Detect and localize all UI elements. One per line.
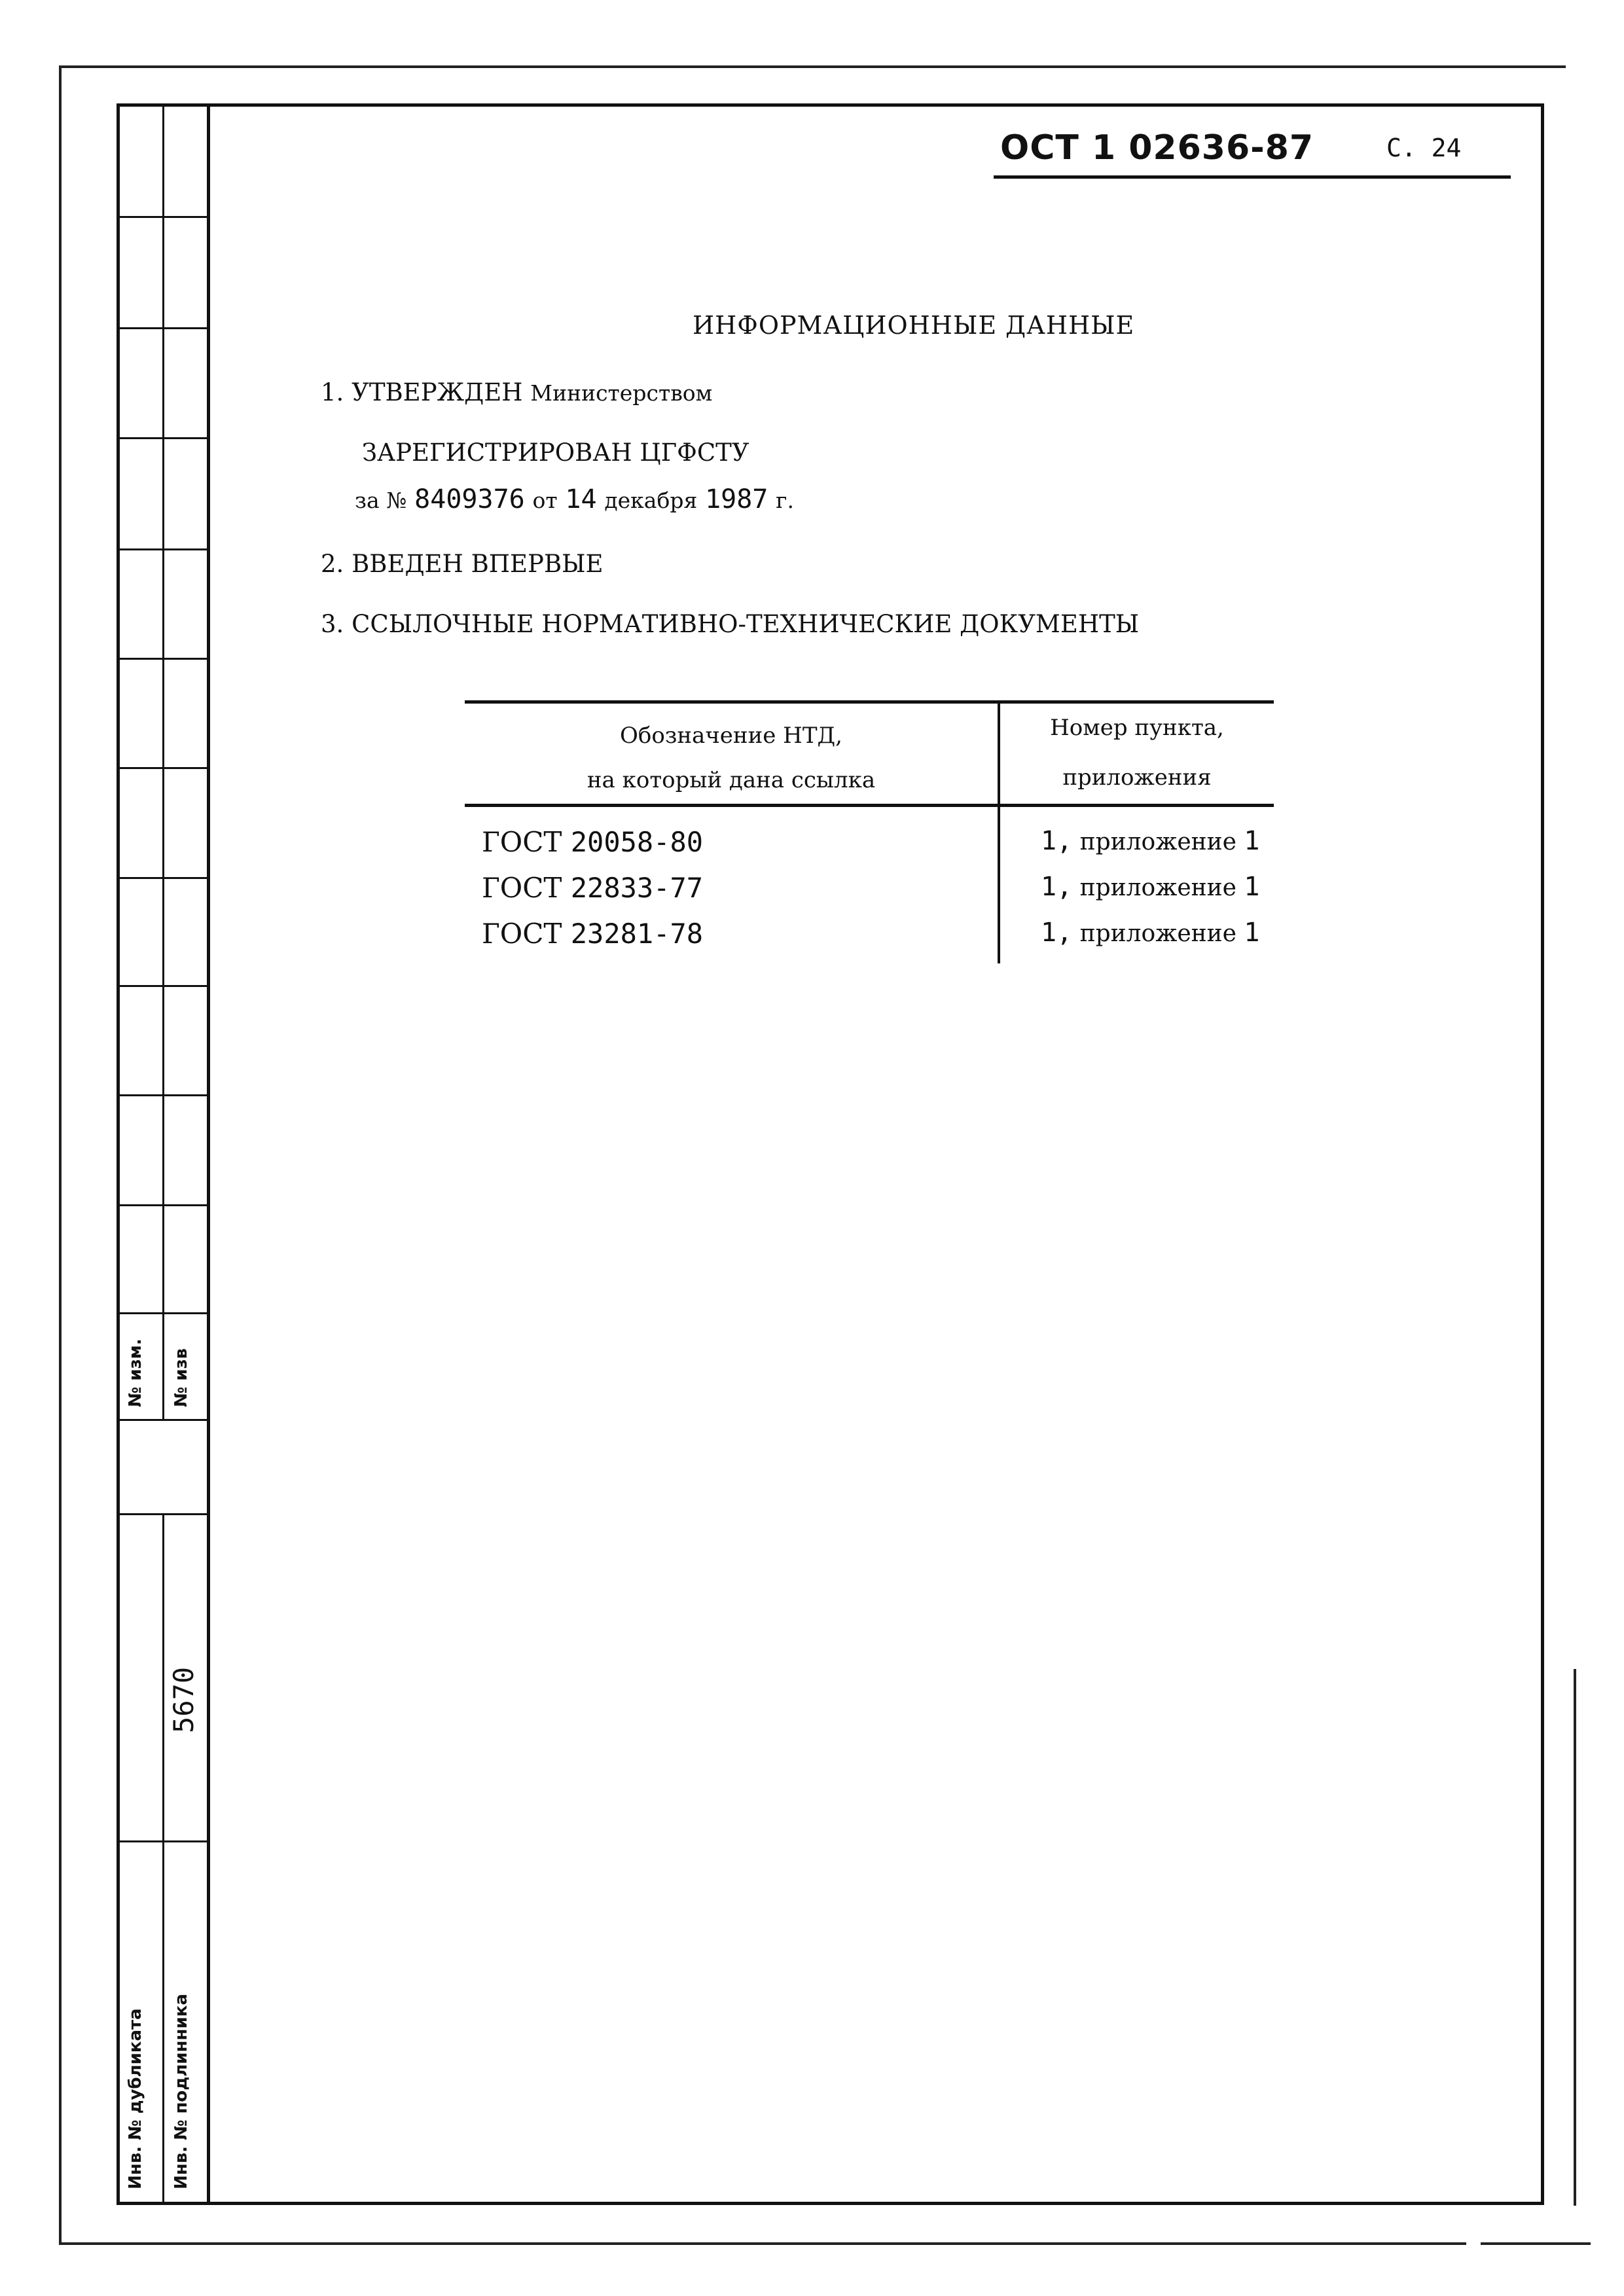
table-row-reference [1041, 918, 1259, 948]
table-row-reference [1041, 872, 1259, 902]
table-top-rule [465, 700, 1274, 704]
table-header-designation-line2: на который дана ссылка [586, 767, 876, 793]
approved-by: Министерством [530, 380, 713, 406]
clause-number: 1, [1041, 918, 1073, 948]
margin-row-line [118, 216, 208, 218]
code-prefix: ГОСТ [482, 826, 562, 858]
scan-edge-left [59, 65, 62, 2245]
original-inventory-label: Инв. № подлинника [171, 1994, 191, 2189]
appendix-text: приложение [1079, 920, 1236, 947]
code-number: 22833-77 [570, 872, 704, 904]
code-number: 20058-80 [570, 826, 704, 858]
item-introduced [321, 550, 604, 578]
change-number-label: № изм. [126, 1338, 145, 1407]
margin-row-line [118, 877, 208, 879]
code-prefix: ГОСТ [482, 918, 562, 950]
page-number: С. 24 [1386, 134, 1462, 162]
margin-divider-lower [162, 1513, 164, 2203]
page-frame [117, 103, 1544, 2205]
margin-row-line [118, 1094, 208, 1096]
approved-label: УТВЕРЖДЕН [352, 378, 523, 406]
margin-row-line [118, 1204, 208, 1206]
item-references [321, 610, 1139, 638]
margin-row-line [118, 1312, 208, 1314]
scan-edge-bottom [59, 2242, 1466, 2245]
table-header-clause-line1: Номер пункта, [1050, 715, 1224, 741]
registration-line [355, 484, 794, 514]
code-prefix: ГОСТ [482, 872, 562, 904]
margin-row-line [118, 437, 208, 439]
appendix-text: приложение [1079, 874, 1236, 901]
margin-row-line [118, 1840, 208, 1842]
registration-prefix: за № [355, 488, 407, 513]
frame-margin-line [207, 105, 210, 2203]
margin-row-line [118, 985, 208, 987]
registration-month: декабря [604, 488, 698, 513]
scan-edge-bottom-right [1481, 2242, 1591, 2245]
references-heading: ССЫЛОЧНЫЕ НОРМАТИВНО-ТЕХНИЧЕСКИЕ ДОКУМЕНТЫ [352, 610, 1140, 638]
appendix-number: 1 [1244, 872, 1260, 902]
item-approved [321, 378, 712, 406]
registration-from: от [532, 488, 558, 513]
duplicate-inventory-label: Инв. № дубликата [126, 2008, 145, 2189]
page-title: ИНФОРМАЦИОННЫЕ ДАННЫЕ [693, 311, 1135, 340]
appendix-number: 1 [1244, 918, 1260, 948]
table-row-code [482, 826, 703, 858]
registration-suffix: г. [776, 488, 794, 513]
table-header-designation-line1: Обозначение НТД, [620, 723, 842, 749]
scan-edge-top [59, 65, 1566, 68]
code-number: 23281-78 [570, 918, 704, 950]
header-underline [994, 175, 1511, 179]
margin-row-line [118, 767, 208, 769]
original-inventory-number: 5670 [168, 1666, 200, 1733]
table-row-reference [1041, 826, 1259, 856]
registration-number: 8409376 [414, 484, 525, 514]
table-header-clause-line2: приложения [1062, 764, 1212, 791]
item-number: 1. [321, 378, 344, 406]
registration-day: 14 [565, 484, 597, 514]
appendix-number: 1 [1244, 826, 1260, 856]
registration-year: 1987 [705, 484, 768, 514]
scan-edge-right [1574, 1669, 1576, 2206]
document-number: ОСТ 1 02636-87 [1000, 128, 1314, 168]
margin-row-line [118, 548, 208, 550]
item-number: 3. [321, 610, 344, 638]
table-row-code [482, 872, 703, 904]
introduced-text: ВВЕДЕН ВПЕРВЫЕ [352, 550, 604, 578]
table-header-rule [465, 804, 1274, 807]
clause-number: 1, [1041, 872, 1073, 902]
margin-divider-upper [162, 105, 164, 1419]
clause-number: 1, [1041, 826, 1073, 856]
margin-row-line [118, 658, 208, 660]
margin-row-line [118, 327, 208, 329]
notice-number-label: № изв [171, 1348, 191, 1407]
item-number: 2. [321, 550, 344, 578]
table-row-code [482, 918, 703, 950]
margin-row-line [118, 1419, 208, 1421]
item-registered: ЗАРЕГИСТРИРОВАН ЦГФСТУ [362, 439, 749, 467]
appendix-text: приложение [1079, 829, 1236, 855]
